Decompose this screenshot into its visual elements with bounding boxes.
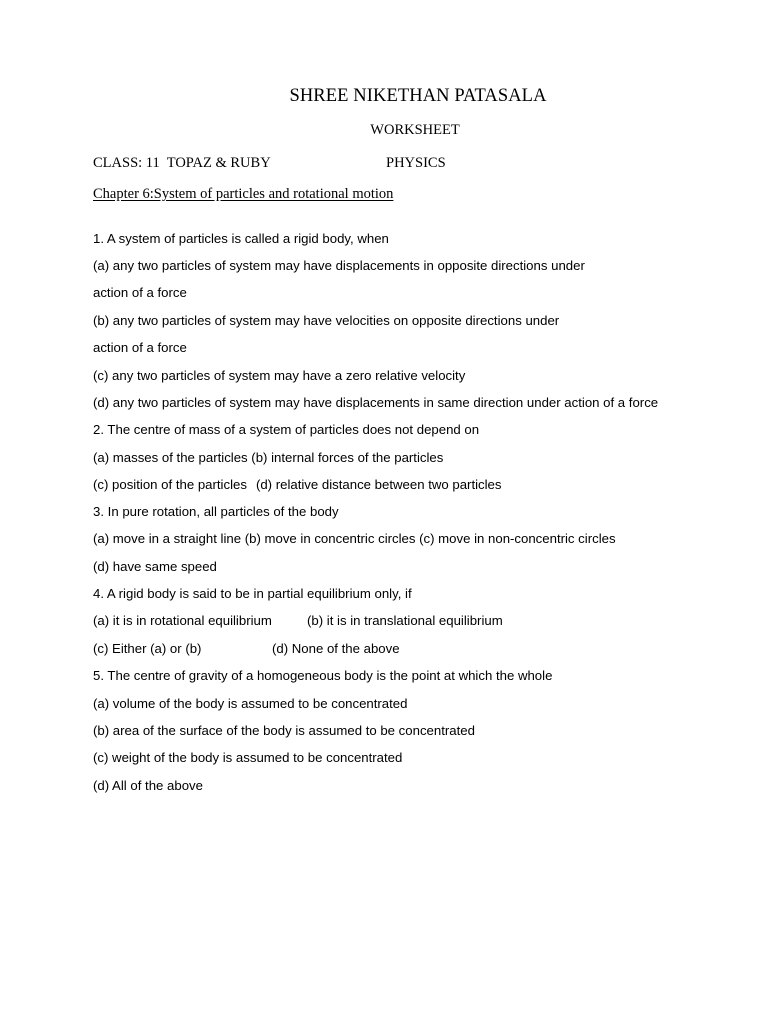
question-2-options-ab: (a) masses of the particles (b) internal forces of the particles (93, 450, 444, 465)
question-5-option-c: (c) weight of the body is assumed to be concentrated (93, 750, 403, 765)
question-1-stem: 1. A system of particles is called a rigid body, when (93, 231, 389, 246)
chapter-title: Chapter 6:System of particles and rotational motion (93, 186, 394, 202)
school-title: SHREE NIKETHAN PATASALA (289, 86, 547, 106)
question-4-option-d: (d) None of the above (272, 641, 400, 656)
question-2-options-cd (93, 476, 502, 494)
question-4-option-a: (a) it is in rotational equilibrium (93, 613, 272, 628)
question-2-stem: 2. The centre of mass of a system of particles does not depend on (93, 422, 480, 437)
question-2-option-c: (c) position of the particles (93, 477, 247, 492)
question-3-stem: 3. In pure rotation, all particles of the body (93, 504, 339, 519)
question-5-option-d: (d) All of the above (93, 778, 203, 793)
question-1-option-b: (b) any two particles of system may have velocities on opposite directions under (93, 313, 560, 328)
subject-label: PHYSICS (386, 155, 446, 171)
question-1-option-c: (c) any two particles of system may have a zero relative velocity (93, 368, 466, 383)
question-1-option-a-continued: action of a force (93, 285, 187, 300)
question-3-option-d: (d) have same speed (93, 559, 217, 574)
question-5-option-b: (b) area of the surface of the body is assumed to be concentrated (93, 723, 475, 738)
question-1-option-b-continued: action of a force (93, 340, 187, 355)
class-label: CLASS: 11 TOPAZ & RUBY (93, 155, 271, 171)
question-5-stem: 5. The centre of gravity of a homogeneous body is the point at which the whole (93, 668, 553, 683)
question-4-stem: 4. A rigid body is said to be in partial equilibrium only, if (93, 586, 412, 601)
question-4-option-b: (b) it is in translational equilibrium (307, 613, 503, 628)
question-1-option-d: (d) any two particles of system may have displacements in same direction under action of a force (93, 395, 659, 410)
question-2-option-d: (d) relative distance between two particles (255, 477, 502, 492)
question-4-options-ab (93, 612, 272, 630)
question-3-options-abc: (a) move in a straight line (b) move in concentric circles (c) move in non-concentric circles (93, 531, 616, 546)
question-4-option-c: (c) Either (a) or (b) (93, 641, 202, 656)
question-1-option-a: (a) any two particles of system may have displacements in opposite directions under (93, 258, 585, 273)
worksheet-title: WORKSHEET (370, 122, 460, 138)
question-5-option-a: (a) volume of the body is assumed to be concentrated (93, 696, 408, 711)
